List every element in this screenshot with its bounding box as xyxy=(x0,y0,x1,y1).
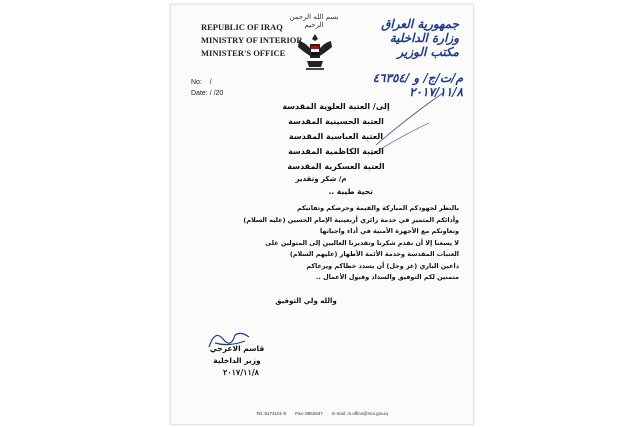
body-line: لا يسعنا إلا أن نقدم شكرنا وتقديرنا العاليين إلى المتولين على xyxy=(265,238,459,247)
letterhead-line: REPUBLIC OF IRAQ xyxy=(201,22,283,32)
signatory-title: وزير الداخلية xyxy=(213,356,261,365)
letterhead-line: وزارة الداخلية xyxy=(389,31,459,45)
footer-tel: Tel.:8173101-9 xyxy=(256,411,287,416)
recipients-list xyxy=(231,99,441,174)
body-line: داعين الباري (عز وجل) أن يسدد خطاكم ويرعاكم xyxy=(306,261,459,270)
letterhead-line: جمهورية العراق xyxy=(381,17,459,31)
closing-line: والله ولي التوفيق xyxy=(275,297,337,305)
recipient: العتبة الكاظمية المقدسة xyxy=(288,147,384,156)
letter-body xyxy=(185,203,459,284)
reference-handwritten xyxy=(353,71,463,99)
letterhead-line: MINISTER'S OFFICE xyxy=(201,48,286,58)
bismillah: بسم الله الرحمن الرحيم xyxy=(289,13,339,29)
reference-date: ٢٠١٧/١١/٨ xyxy=(409,85,463,99)
no-label: No: xyxy=(191,79,202,86)
footer-email: E-mail: m.office@moi.gov.iq xyxy=(332,411,388,416)
body-line: متمنين لكم التوفيق والسداد وقبول الأعمال .. xyxy=(316,273,459,281)
greeting: تحية طيبة .. xyxy=(328,187,373,196)
number-date-fields xyxy=(191,77,223,99)
date-label: Date: xyxy=(191,90,208,97)
date-value: / /20 xyxy=(209,90,224,97)
body-line: وتعاونكم مع الأجهزة الأمنية في أداء واجباتها xyxy=(319,227,459,235)
footer-fax: Fax: 8862637 xyxy=(295,411,323,416)
letter-page xyxy=(170,4,474,425)
signatory-date: ٢٠١٧/١١/٨ xyxy=(223,367,259,377)
recipient: العتبة العسكرية المقدسة xyxy=(287,162,385,171)
letter-footer xyxy=(171,411,473,416)
no-value: / xyxy=(209,79,212,86)
body-line: العتبات المقدسة وخدمة الأئمة الأطهار (عليهم السلام) xyxy=(289,250,459,258)
recipient: العتبة الحسينية المقدسة xyxy=(288,117,384,126)
body-line: وأدائكم المتميز في خدمة زائري أربعينية الإمام الحسين (عليه السلام) xyxy=(243,215,459,224)
letterhead-line: مكتب الوزير xyxy=(397,45,459,59)
signatory-name: قاسم الاعرجي xyxy=(209,344,265,353)
arabic-letterhead xyxy=(369,17,459,59)
letterhead-line: MINISTRY OF INTERIOR xyxy=(201,35,303,45)
recipient: العتبة العباسية المقدسة xyxy=(289,132,383,141)
english-letterhead xyxy=(201,21,303,60)
recipient: إلى/ العتبة العلوية المقدسة xyxy=(282,102,390,111)
subject-line: م/ شكر وتقدير xyxy=(295,175,347,183)
reference-number: م/ت/ج/ و /٤٦٣٥٤ xyxy=(372,71,463,85)
signatory-block xyxy=(207,343,267,367)
body-line: بالنظر لجهودكم المباركة والقيمة وحرصكم وتفانيكم xyxy=(296,204,459,212)
